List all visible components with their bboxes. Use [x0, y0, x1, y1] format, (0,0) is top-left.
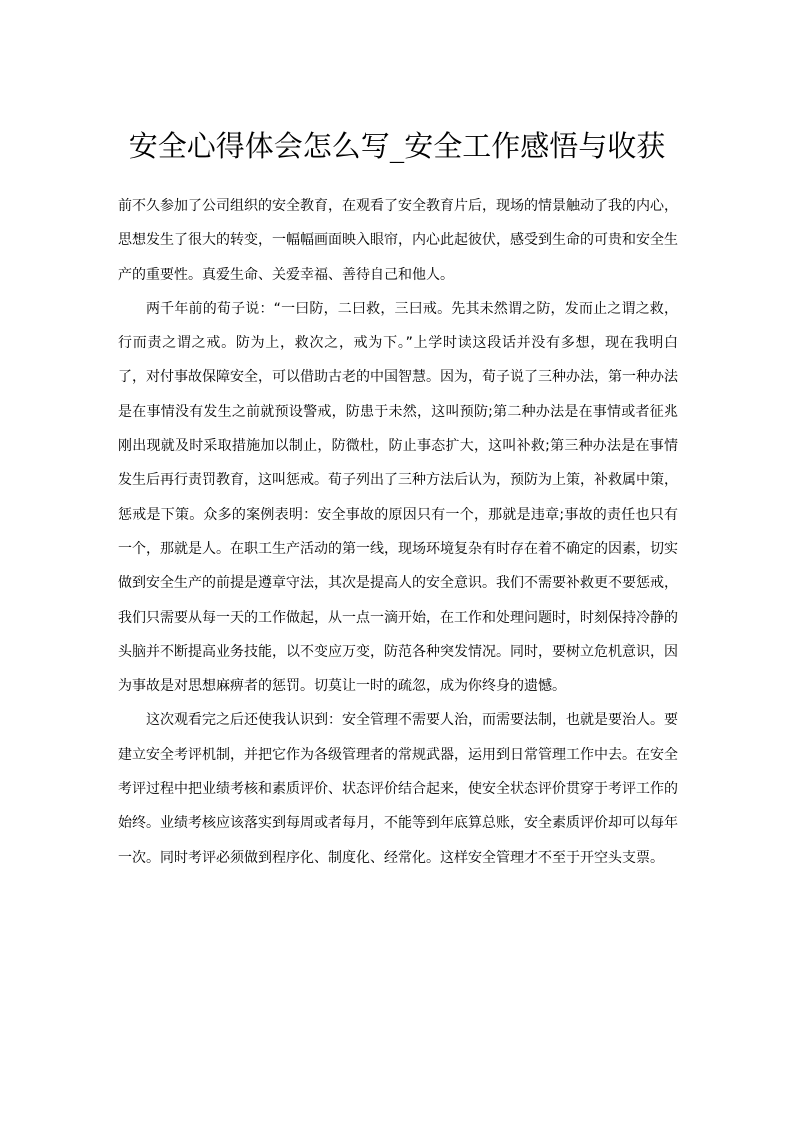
paragraph-1: 前不久参加了公司组织的安全教育，在观看了安全教育片后，现场的情景触动了我的内心，思想发生了很大的转变，一幅幅画面映入眼帘，内心此起彼伏，感受到生命的可贵和安全生产的重要性。真爱生命、关爱幸福、善待自己和他人。	[118, 198, 678, 283]
document-body	[118, 189, 678, 875]
paragraph-3: 这次观看完之后还使我认识到：安全管理不需要人治，而需要法制，也就是要治人。要建立安全考评机制，并把它作为各级管理者的常规武器，运用到日常管理工作中去。在安全考评过程中把业绩考核和素质评价、状态评价结合起来，使安全状态评价贯穿于考评工作的始终。业绩考核应该落实到每周或者每月，不能等到年底算总账，安全素质评价却可以每年一次。同时考评必须做到程序化、制度化、经常化。这样安全管理才不至于开空头支票。	[118, 712, 678, 866]
document-title: 安全心得体会怎么写_安全工作感悟与收获	[128, 129, 666, 163]
paragraph-2: 两千年前的荀子说：“一曰防，二曰救，三曰戒。先其未然谓之防，发而止之谓之救，行而责之谓之戒。防为上，救次之，戒为下。”上学时读这段话并没有多想，现在我明白了，对付事故保障安全，可以借助古老的中国智慧。因为，荀子说了三种办法，第一种办法是在事情没有发生之前就预设警戒，防患于未然，这叫预防;第二种办法是在事情或者征兆刚出现就及时采取措施加以制止，防微杜，防止事态扩大，这叫补救;第三种办法是在事情发生后再行责罚教育，这叫惩戒。荀子列出了三种方法后认为，预防为上策，补救属中策，惩戒是下策。众多的案例表明：安全事故的原因只有一个，那就是违章;事故的责任也只有一个，那就是人。在职工生产活动的第一线，现场环境复杂有时存在着不确定的因素，切实做到安全生产的前提是遵章守法，其次是提高人的安全意识。我们不需要补救更不要惩戒，我们只需要从每一天的工作做起，从一点一滴开始，在工作和处理问题时，时刻保持冷静的头脑并不断提高业务技能，以不变应万变，防范各种突发情况。同时，要树立危机意识，因为事故是对思想麻痹者的惩罚。切莫让一时的疏忽，成为你终身的遗憾。	[118, 300, 678, 695]
